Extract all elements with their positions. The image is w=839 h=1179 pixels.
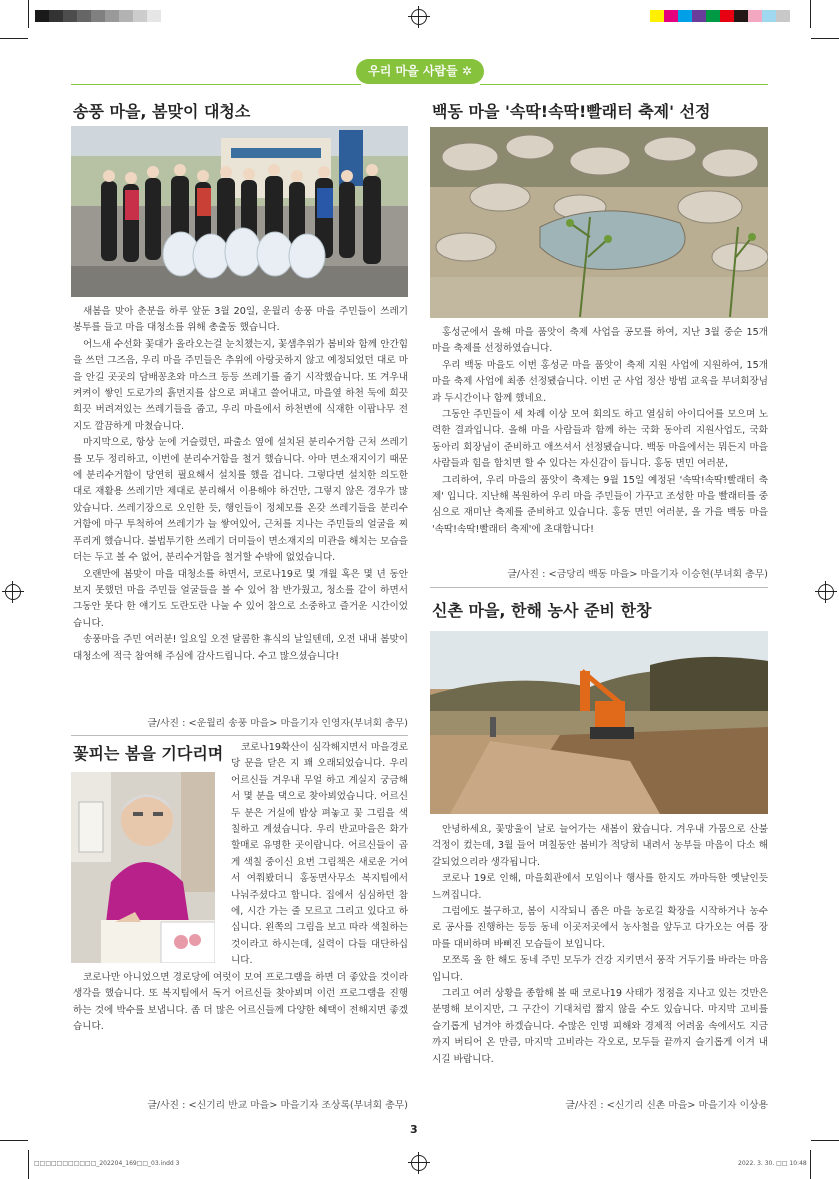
- laundry-site-photo: [430, 127, 768, 318]
- farmland-photo: [430, 631, 768, 814]
- paragraph: 마지막으로, 항상 눈에 거슬렸던, 파출소 옆에 설치된 분리수거함 근처 쓰레기를 모두 정리하고, 이번에 분리수거함을 철거 했습니다. 아마 면소재지이기 때문에 분리수거함이 당연히 필요해서 설치를 했을 겁니다. 그렇다면 설치한 의도한 대로 재활용 쓰레기만 제대로 분리해서 이용해야 하건만, 그렇지 않은 경우가 많았습니다. 쓰레기장으로 오인한 듯, 행인들이 정체모를 온갖 쓰레기들을 분리수거함에 마구 투척하여 쓰레기가 늘 쌓여있어, 근처를 지나는 주민들의 얼굴을 찌푸리게 했습니다. 불법투기한 쓰레기 더미들이 면소재지의 미관을 해치는 모습을 더는 두고 볼 수 없어, 분리수거함을 철거할 수밖에 없었습니다.: [73, 437, 408, 564]
- paragraph: 안녕하세요, 꽃망울이 날로 늘어가는 새봄이 왔습니다. 겨우내 가뭄으로 산불걱정이 컸는데, 3월 들어 며칠동안 봄비가 적당히 내려서 농부들 마음이 다소 해갈되었으리라 생각됩니다.: [432, 824, 768, 868]
- article-title-sinchon: 신촌 마을, 한해 농사 준비 한창: [432, 601, 652, 620]
- color-swatch: [664, 10, 678, 22]
- paragraph: 그리고 여러 상황을 종합해 볼 때 코로나19 사태가 정점을 지나고 있는 것만은 분명해 보이지만, 그 구간이 기대처럼 짧지 않을 수도 있습니다. 마지막 고비를 슬기롭게 넘겨야 하겠습니다. 수많은 인명 피해와 경제적 어려움 속에서도 지금까지 버티어 온 만큼, 마지막 고비라는 각오로, 모두들 끝까지 슬기롭게 이겨 내시길 바랍니다.: [432, 988, 768, 1065]
- color-swatch: [105, 10, 119, 22]
- article-body-sinchon: [432, 822, 768, 1068]
- section-badge: [356, 59, 484, 84]
- registration-mark-icon: [411, 1155, 427, 1171]
- paragraph: 우리 백동 마을도 이번 홍성군 마을 품앗이 축제 지원 사업에 지원하여, 15개 마을 축제 사업에 최종 선정됐습니다. 이번 군 사업 정산 방법 교육을 부녀회장님과 두시간이나 함께 했네요.: [432, 359, 768, 404]
- crop-mark: [810, 1150, 811, 1179]
- color-swatch: [91, 10, 105, 22]
- color-swatch: [706, 10, 720, 22]
- color-swatch: [49, 10, 63, 22]
- crop-mark: [0, 38, 28, 39]
- color-swatch: [650, 10, 664, 22]
- paragraph: 코로나 19로 인해, 마을회관에서 모임이나 행사를 한지도 까마득한 옛날인듯 느껴집니다.: [432, 873, 768, 901]
- article-credit-songpung: 글/사진 : <운월리 송풍 마을> 마을기자 인영자(부녀회 총무): [147, 718, 408, 729]
- article-credit-baekdong: 글/사진 : <금당리 백동 마을> 마을기자 이승현(부녀회 총무): [507, 569, 768, 580]
- paragraph: 그동안 주민들이 세 차례 이상 모여 회의도 하고 열심히 아이디어를 모으며 노력한 결과입니다. 올해 마을 사람들과 함께 하는 국화 동아리 지원사업도, 국화 동아리 회장님이 준비하고 애쓰셔서 선정됐습니다. 백동 마을에서는 뭐든지 마을 사람들과 힘을 합치면 할 수 있다는 자신감이 듭니다. 홍동 면민 여러분,: [432, 409, 768, 470]
- color-swatch: [720, 10, 734, 22]
- article-divider: [71, 735, 408, 736]
- paragraph: 모쪼록 올 한 해도 동네 주민 모두가 건강 지키면서 풍작 거두기를 바라는 마음입니다.: [432, 955, 768, 983]
- color-swatch: [35, 10, 49, 22]
- header-line-right: [480, 84, 768, 85]
- crop-mark: [0, 1140, 28, 1141]
- color-swatch: [734, 10, 748, 22]
- paragraph: 코로나만 아니었으면 경로당에 여럿이 모여 프로그램을 하면 더 좋았을 것이라 생각을 했습니다. 또 복지팀에서 독거 어르신들 찾아뵈며 이런 프로그램을 진행하는 것에 박수를 보냅니다. 좀 더 많은 어르신들께 다양한 혜택이 전해지면 좋겠습니다.: [73, 971, 408, 1032]
- article-title-songpung: 송풍 마을, 봄맞이 대청소: [73, 102, 251, 121]
- crop-mark: [28, 0, 29, 28]
- article-body-baekdong: [432, 325, 768, 538]
- crop-mark: [28, 1150, 29, 1179]
- article-title-flower: 꽃피는 봄을 기다리며: [73, 744, 224, 763]
- article-credit-sinchon: 글/사진 : <신기리 신촌 마을> 마을기자 이상용: [565, 1100, 768, 1111]
- article-divider: [430, 587, 768, 588]
- registration-mark-icon: [5, 584, 21, 600]
- color-swatch: [147, 10, 161, 22]
- registration-mark-icon: [411, 9, 427, 25]
- color-swatch: [119, 10, 133, 22]
- section-label: 우리 마을 사람들: [368, 64, 458, 78]
- header-line-left: [71, 84, 361, 85]
- article-body-flower: [73, 740, 408, 1035]
- cleanup-photo: [71, 126, 408, 297]
- registration-mark-icon: [818, 584, 834, 600]
- sparkle-icon: ✲: [461, 64, 472, 78]
- paragraph: 오랜만에 봄맞이 마을 대청소를 하면서, 코로나19로 몇 개월 혹은 몇 년 동안 보지 못했던 마을 주민들 얼굴들을 볼 수 있어 참 반가웠고, 청소를 같이 하면서 그동안 못다 한 얘기도 도란도란 나눌 수 있어 참으로 소중하고 즐거운 시간이었습니다.: [73, 568, 408, 629]
- crop-mark: [811, 38, 839, 39]
- article-credit-flower: 글/사진 : <신기리 반교 마을> 마을기자 조상록(부녀회 총무): [147, 1100, 408, 1111]
- color-swatch: [63, 10, 77, 22]
- paragraph: 홍성군에서 올해 마을 품앗이 축제 사업을 공모를 하여, 지난 3월 중순 15개 마을 축제를 선정하였습니다.: [432, 327, 768, 355]
- color-swatch: [678, 10, 692, 22]
- article-body-songpung: [73, 304, 408, 665]
- photo-float-spacer: [73, 740, 231, 963]
- paragraph: 그럼에도 불구하고, 봄이 시작되니 좁은 마을 농로길 확장을 시작하거나 농수로 공사를 진행하는 등등 동네 이곳저곳에서 농사철을 앞두고 다가오는 여름 장마를 대비하며 바삐진 모습들이 보입니다.: [432, 906, 768, 950]
- paragraph: 어느새 수선화 꽃대가 올라오는걸 눈치챘는지, 꽃샘추위가 봄비와 함께 안간힘을 쓰던 그즈음, 우리 마을 주민들은 추위에 아랑곳하지 않고 예정되었던 대로 마을 안길 곳곳의 담배꽁초와 마스크 등등 쓰레기를 줍기 시작했습니다. 또 겨우내 켜켜이 쌓인 도로가의 흙먼지를 삽으로 퍼내고 쓸어내고, 마을옆 하천 둑에 희끗희끗 버려져있는 쓰레기들을 줍고, 우리 마을에서 하천변에 식재한 이팝나무 전지도 깔끔하게 마쳤습니다.: [73, 338, 408, 432]
- paragraph: 송풍마을 주민 여러분! 일요일 오전 달콤한 휴식의 날일텐데, 오전 내내 봄맞이 대청소에 적극 참여해 주심에 감사드립니다. 수고 많으셨습니다!: [73, 634, 408, 662]
- footer-file-info: □□□□□□□□□□□_202204_169□□_03.indd 3: [34, 1160, 180, 1167]
- color-swatch: [133, 10, 147, 22]
- page-number: 3: [410, 1123, 418, 1136]
- color-swatch: [776, 10, 790, 22]
- paragraph: 코로나19확산이 심각해지면서 마을경로당 문을 닫은 지 꽤 오래되었습니다. 우리 어르신들 겨우내 무얼 하고 계실지 궁금해서 몇 분을 댁으로 찾아뵈었습니다. 어르신 두 분은 거실에 밥상 펴놓고 꽃 그림을 색칠하고 계셨습니다. 우리 반교마을은 화가 할매로 유명한 곳이랍니다. 어르신들이 곱게 색칠 중이신 요번 그림책은 새로운 거여서 여쭤봤더니 홍동면사무소 복지팀에서 나눠주셨다고 합니다. 집에서 심심하던 참에, 시간 가는 줄 모르고 그리고 있다고 하십니다. 왼쪽의 그림을 보고 따라 색칠하는 것이라고 하시는데, 실력이 다들 대단하십니다.: [231, 742, 408, 967]
- color-swatch: [748, 10, 762, 22]
- color-swatch: [77, 10, 91, 22]
- crop-mark: [811, 1140, 839, 1141]
- footer-date: 2022. 3. 30. □□ 10:48: [738, 1160, 807, 1167]
- crop-mark: [810, 0, 811, 28]
- paragraph: 그리하여, 우리 마을의 품앗이 축제는 9월 15일 예정된 '속딱!속딱!빨래터 축제' 입니다. 지난해 복원하여 우리 마을 주민들이 가꾸고 조성한 마을 빨래터를 중심으로 재미난 축제를 준비하고 있습니다. 홍동 면민 여러분, 올 가을 백동 마을 '속딱!속딱!빨래터 축제'에 초대합니다!: [432, 474, 768, 535]
- color-swatch: [762, 10, 776, 22]
- paragraph: 새봄을 맞아 춘분을 하루 앞둔 3월 20일, 운월리 송풍 마을 주민들이 쓰레기 봉투를 들고 마을 대청소를 위해 총출동 했습니다.: [73, 306, 408, 334]
- color-swatch: [692, 10, 706, 22]
- article-title-baekdong: 백동 마을 '속딱!속딱!빨래터 축제' 선정: [432, 102, 711, 121]
